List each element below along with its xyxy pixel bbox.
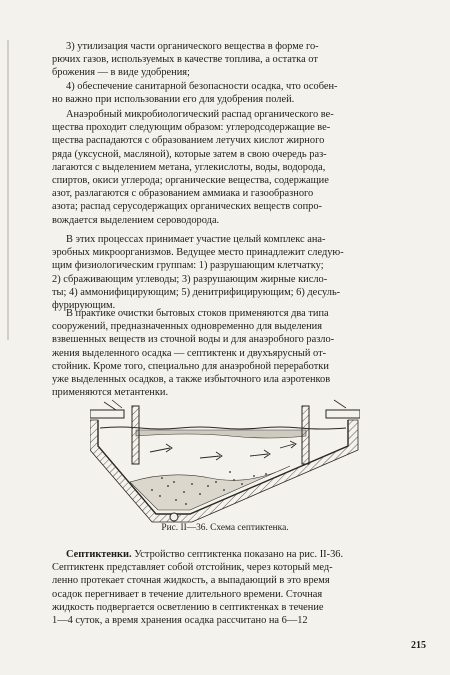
scan-edge-shadow <box>7 40 9 340</box>
inlet-arrow-icon <box>104 400 122 410</box>
text-line: 3) утилизация части органического вещества в форме го- <box>66 41 319 52</box>
text-line: Анаэробный микробиологический распад органического ве- <box>66 109 334 120</box>
inlet-pipe <box>90 410 124 418</box>
text-line: 1—4 суток, а время хранения осадка рассчитано на 6—12 <box>52 615 308 627</box>
text-line: сооружений, предназначенных одновременно для выделения <box>52 321 323 333</box>
text-line: фурирующим. <box>52 300 116 312</box>
text-line: азота; распад серусодержащих органических веществ сопро- <box>52 201 323 213</box>
outlet-arrow-icon <box>334 400 346 408</box>
text-line: 4) обеспечение санитарной безопасности осадка, что особен- <box>66 80 338 92</box>
outlet-baffle <box>302 406 309 464</box>
list-items <box>52 40 426 106</box>
text-line: ряда (уксусной, масляной), которые затем в свою очередь раз- <box>52 148 327 160</box>
text-line: брожения — в виде удобрения; <box>52 67 190 79</box>
text-line: жидкость подвергается осветлению в септиктенках в течение <box>52 601 324 613</box>
text-line: щим физиологическим группам: 1) разрушающим клетчатку; <box>52 260 324 272</box>
text-line: щества проходит следующим образом: углеродсодержащие ве- <box>52 122 331 134</box>
inlet-baffle <box>132 406 139 464</box>
text-line: спиртов, окиси углерода; органические вещества, содержащие <box>52 175 329 187</box>
text-line: осадок перегнивает в течение длительного времени. Сточная <box>52 588 323 600</box>
paragraph-heading: Септиктенки. <box>66 549 132 560</box>
paragraph-microorganisms <box>52 233 426 312</box>
text-line: стойник. Кроме того, специально для анаэробной переработки <box>52 360 329 372</box>
flow-arrow-icon <box>280 441 296 448</box>
page-number: 215 <box>411 640 426 651</box>
text-line: жения выделенного осадка — септиктенк и двухъярусный от- <box>52 347 327 359</box>
text-line: В этих процессах принимает участие целый комплекс ана- <box>66 234 326 245</box>
text-line: 2) сбраживающим углеводы; 3) разрушающим жирные кисло- <box>52 273 328 285</box>
text-line <box>52 548 426 561</box>
text-line: В практике очистки бытовых стоков применяются два типа <box>66 308 329 319</box>
text-line: применяются метантенки. <box>52 387 169 399</box>
text-line: эробных микроорганизмов. Ведущее место принадлежит следую- <box>52 247 344 259</box>
outlet-pipe <box>326 410 360 418</box>
flow-arrow-icon <box>150 444 172 452</box>
list-item-4 <box>52 80 426 106</box>
flow-arrow-icon <box>200 452 222 460</box>
text-line: щества распадаются с образованием летучих кислот жирного <box>52 135 325 147</box>
sludge-outlet <box>170 513 178 521</box>
text-line: вождается выделением сероводорода. <box>52 214 220 226</box>
figure-caption: Рис. II—36. Схема септиктенка. <box>161 523 289 533</box>
text-line: азот, разлагаются с образованием аммиака и газообразного <box>52 188 314 200</box>
scum-layer <box>136 430 306 438</box>
text-line: но важно при использовании его для удобрения полей. <box>52 93 295 105</box>
text-line: лагаются с выделением метана, углекислоты, воды, водорода, <box>52 161 326 173</box>
septic-tank-diagram <box>90 386 360 526</box>
text-line: взвешенных веществ из сточной воды и для анаэробного разло- <box>52 334 335 346</box>
text-line: уже выделенных осадков, а также избыточного ила аэротенков <box>52 374 331 386</box>
text-run: Устройство септиктенка показано на рис. II-36. <box>131 549 344 560</box>
list-item-3 <box>52 40 426 80</box>
paragraph-septic-tanks <box>52 548 426 627</box>
text-line: ты; 4) аммонифицирующим; 5) денитрифицирующим; 6) десуль- <box>52 286 341 298</box>
paragraph-anaerobic-decay <box>52 108 426 227</box>
text-line: Септиктенк представляет собой отстойник, через который мед- <box>52 562 333 574</box>
flow-arrow-icon <box>250 450 270 458</box>
text-line: ленно протекает сточная жидкость, а выпадающий в это время <box>52 575 330 587</box>
text-line: рючих газов, используемых в качестве топлива, а остатка от <box>52 54 318 66</box>
